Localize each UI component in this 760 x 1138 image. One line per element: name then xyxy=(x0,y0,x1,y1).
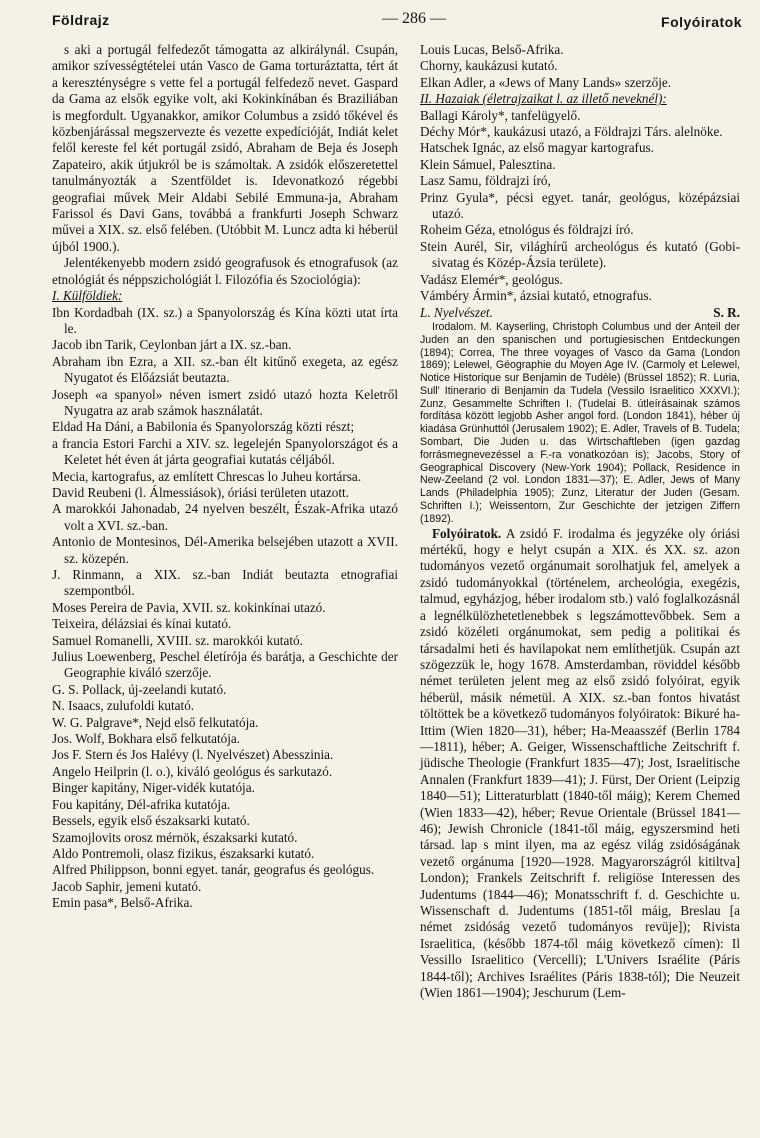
list-item: Bessels, egyik első északsarki kutató. xyxy=(52,813,250,829)
list-item: Fou kapitány, Dél-afrika kutatója. xyxy=(52,796,231,812)
list-item: Ibn Kordadbah (IX. sz.) a Spanyolország és Kína közti utat írta le. xyxy=(52,304,398,336)
list-item: Roheim Géza, etnológus és földrajzi író. xyxy=(420,222,634,238)
list-item: J. Rinmann, a XIX. sz.-ban Indiát beutazta etnografiai szempontból. xyxy=(52,567,398,599)
list-item: A marokkói Jahonadab, 24 nyelven beszélt, Észak-Afrika utazó volt a XVI. sz.-ban. xyxy=(52,501,398,533)
list-item: David Reubeni (l. Álmessiások), óriási területen utazott. xyxy=(52,484,350,500)
list-item: Stein Aurél, Sir, világhírű archeológus és kutató (Gobi-sivatag és Közép-Ázsia területe). xyxy=(420,238,740,271)
list-item: Ballagi Károly*, tanfelügyelő. xyxy=(420,107,581,123)
section-subheading: II. Hazaiak (életrajzaikat l. az illető neveknél): xyxy=(420,91,667,107)
list-item: Jos F. Stern és Jos Halévy (l. Nyelvészet) Abesszinia. xyxy=(52,747,334,763)
list-item: N. Isaacs, zulufoldi kutató. xyxy=(52,698,195,714)
list-item: Binger kapitány, Niger-vidék kutatója. xyxy=(52,780,255,796)
list-item: Antonio de Montesinos, Dél-Amerika belsejében utazott a XVII. sz. közepén. xyxy=(52,534,398,566)
header-section-left: Földrajz xyxy=(52,12,110,28)
list-item: Abraham ibn Ezra, a XII. sz.-ban élt kitűnő exegeta, az egész Nyugatot és Előázsiát beutazta. xyxy=(52,353,398,386)
paragraph xyxy=(420,526,740,1002)
section-subheading: I. Külföldiek: xyxy=(52,288,123,304)
entry-body: A zsidó F. irodalma és jegyzéke oly óriási mértékű, hogy e helyt csupán a XIX. és XX. sz. azon tudományos vezető orgánumait sorolhatjuk fel, amelyek a zsidó tudományokkal (történelem, archeológia, exegézis, talmud, egyházjog, héber irodalom stb.) való foglalkozásnál a legnélkülözhetetlenebbek s legszámottevőbbek. Sem a zsidó közéleti orgánumokat, sem pedig a politikai és társadalmi heti és havilapokat nem említhetjük. Csupán azt szögezzük le, hogy 1678. Amsterdamban, röviddel később német területen jelent meg az első zsidó folyóirat, egyik héberül, másik németül. A XIX. sz.-ban fontos hivatást töltöttek be a következő tudományos folyóiratok: Bikuré ha-Ittim (Wien 1820—31), héber; Ha-Meaasszéf (Berlin 1784—1811), héber; A. Geiger, Wissenschaftliche Zeitschrift f. jüdische Theologie (Frankfurt 1835—47); Jost, Israelitische Annalen (Frankfurt 1839—41); J. Fürst, Der Orient (Leipzig 1840—51); Litteraturblatt (1840-től máig); Kerem Chemed (Wien 1833—42), héber; Revue Orientale (Brüssel 1841—46); Jewish Chronicle (1841-től máig, egyszersmind heti társad. lap s mint ilyen, ma az egész világ zsidóságának vezető orgánuma [1920—1928. Magyarországról kitiltva] London); Frankels Zeitschrift f. religiöse Interessen des Judentums (1844—46); Monatsschrift f. d. Geschichte u. Wissenschaft d. Judentums (1851-től máig, Breslau [a német zsidóság vezető tudományos revüje]); Rivista Israelitica, (később 1874-től máig következő címen): Il Vessillo Israelitico (Vercelli); L'Univers Israélite (Páris 1844-től); Archives Israélites (Páris 1838-tól); Die Neuzeit (Wien 1861—1904); Jeschurum (Lem- xyxy=(420,525,740,1001)
list-item: Moses Pereira de Pavia, XVII. sz. kokinkínai utazó. xyxy=(52,599,326,615)
cross-reference: L. Nyelvészet. xyxy=(420,304,493,320)
list-item: Samuel Romanelli, XVIII. sz. marokkói kutató. xyxy=(52,632,303,648)
list-item: Lasz Samu, földrajzi író, xyxy=(420,173,551,189)
list-item: Prinz Gyula*, pécsi egyet. tanár, geológus, középázsiai utazó. xyxy=(420,189,740,222)
list-item: W. G. Palgrave*, Nejd első felkutatója. xyxy=(52,714,259,730)
list-item: Emin pasa*, Belső-Afrika. xyxy=(52,895,193,911)
header-section-right: Folyóiratok xyxy=(661,14,742,30)
list-item: Elkan Adler, a «Jews of Many Lands» szerzője. xyxy=(420,74,672,90)
list-item: Hatschek Ignác, az első magyar kartografus. xyxy=(420,140,654,156)
author-initials: S. R. xyxy=(713,304,740,320)
running-header xyxy=(52,10,742,32)
list-item: Vadász Elemér*, geológus. xyxy=(420,271,563,287)
list-item: Eldad Ha Dáni, a Babilonia és Spanyolország közti részt; xyxy=(52,419,355,435)
list-item: a francia Estori Farchi a XIV. sz. legelején Spanyolországot és a Keletet hét éven át járta geografiai kutatás céljából. xyxy=(52,435,398,468)
list-item: G. S. Pollack, új-zeelandi kutató. xyxy=(52,681,227,697)
see-also-row xyxy=(420,305,740,321)
page-number: — 286 — xyxy=(382,10,446,27)
left-column xyxy=(52,42,398,912)
list-item: Vámbéry Ármin*, ázsiai kutató, etnografus. xyxy=(420,288,652,304)
list-item: Klein Sámuel, Palesztina. xyxy=(420,156,556,172)
right-column xyxy=(420,42,740,1001)
list-item: Julius Loewenberg, Peschel életírója és barátja, a Geschichte der Geographie kiváló szerzője. xyxy=(52,649,398,681)
list-item: Szamojlovits orosz mérnök, északsarki kutató. xyxy=(52,829,298,845)
list-item: Joseph «a spanyol» néven ismert zsidó utazó hozta Keletről Nyugatra az arab számok használatát. xyxy=(52,386,398,418)
entry-heading: Folyóiratok. xyxy=(432,525,502,541)
list-item: Mecia, kartografus, az említett Chrescas lo Juheu kortársa. xyxy=(52,468,362,484)
list-item: Teixeira, délázsiai és kínai kutató. xyxy=(52,616,232,632)
list-item: Déchy Mór*, kaukázusi utazó, a Földrajzi Társ. alelnöke. xyxy=(420,124,723,140)
list-item: Chorny, kaukázusi kutató. xyxy=(420,58,558,74)
list-item: Jos. Wolf, Bokhara első felkutatója. xyxy=(52,731,241,747)
list-item: Jacob Saphir, jemeni kutató. xyxy=(52,878,202,894)
list-item: Alfred Philippson, bonni egyet. tanár, geografus és geológus. xyxy=(52,862,375,878)
paragraph: Jelentékenyebb modern zsidó geografusok és etnografusok (az etnológiát és néppszichológiát l. Filozófia és Szociológia): xyxy=(52,255,398,287)
list-item: Louis Lucas, Belső-Afrika. xyxy=(420,42,564,57)
list-item: Jacob ibn Tarik, Ceylonban járt a IX. sz.-ban. xyxy=(52,337,292,353)
list-item: Aldo Pontremoli, olasz fizikus, északsarki kutató. xyxy=(52,845,315,861)
bibliography: Irodalom. M. Kayserling, Christoph Columbus und der Anteil der Juden an den spanischen und portugiesischen Entdeckungen (1894); Correa, The three voyages of Vasco da Gama (London 1869); Lelewel, Géographie du Moyen Age IV. (Carmoly et Lelewel, Notice Historique sur Benjamin de Tudèle) (Brüssel 1852); R. Luria, Sull' Itinerario di Benjamin da Tudela (Vessilo Israelitico XXXVI.); Zunz, Gesammelte Schriften I. (Tudelai B. útleírásainak számos fordítása között legjobb Asher angol ford. (London 1841), héber új kiadása Grünhuttól (Jerusalem 1902); E. Adler, Travels of B. Tudela; Sombart, Die Juden u. das Wirtschaftleben (igen gazdag forrásmegnevezéssel a F.-ra vonatkozóan is); Jacobs, Story of Geographical Discovery (New-York 1904); Pollack, Residence in New-Zeeland (2 vol. London 1831—37); E. Adler, Jews of Many Lands (Philadelphia 1905); Zunz, Literatur der Juden (Gesam. Schriften I.); Weissentorn, Zur Geschichte der jetzigen Ziffern (1892). xyxy=(420,320,740,525)
paragraph: s aki a portugál felfedezőt támogatta az alkirálynál. Csupán, amikor szívességtételei után Vasco de Gama torturáztatta, tért át a kereszténységre s vette fel a portugál felfedező nevet. Gaspard da Gama az elsők egyike volt, aki Kokinkínában és Braziliában is megfordult. Ugyanakkor, amikor Columbus a zsidó tőkével és közbenjárással megszervezte és vezette expedícióját, Indiát kelet felől kereste fel két portugál zsidó, Abraham de Beja és Joseph Zapateiro, akik útjukról be is számoltak. A zsidók előszeretettel tanulmányozták a Szentföldet is. Idevonatkozó régebbi geografiai művek Meir Aldabi Sebilé Emmuna-ja, Abraham Farissol és Davi Gans, továbbá a frankfurti Joseph Schwarz művei a XIX. sz. első felében. (Utóbbit M. Luncz adta ki héberül újból 1900.). xyxy=(52,42,398,254)
list-item: Angelo Heilprin (l. o.), kiváló geológus és sarkutazó. xyxy=(52,763,333,779)
